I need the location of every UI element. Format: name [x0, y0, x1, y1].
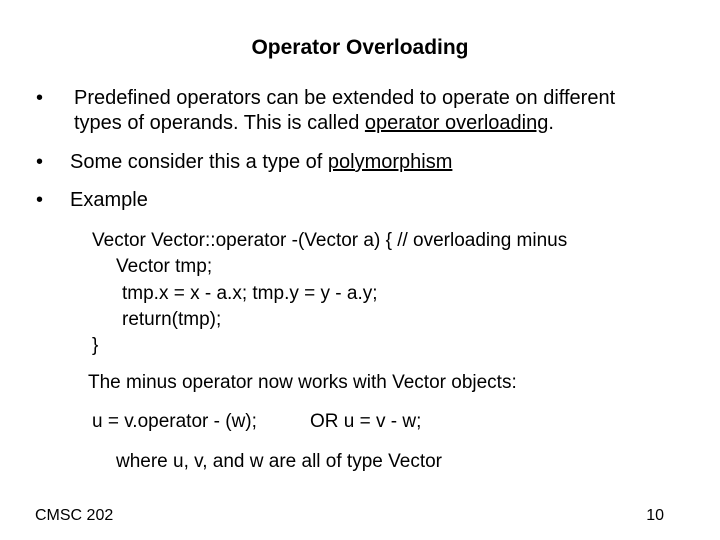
code-line-4: return(tmp); [122, 309, 222, 330]
page-number: 10 [646, 507, 664, 524]
slide-title: Operator Overloading [251, 36, 469, 59]
footer-course: CMSC 202 [35, 507, 114, 524]
usage-explicit: u = v.operator - (w); [92, 411, 257, 432]
bullet-line-2-end: . [548, 112, 554, 134]
bullet-text [74, 86, 615, 136]
bullet-text: Example [70, 189, 148, 211]
bullet-line-1: Predefined operators can be extended to operate on different [74, 87, 616, 109]
polymorphism-term: polymorphism [327, 151, 453, 173]
bullet-text-lead: Some consider this a type of [70, 151, 328, 173]
bullet-line-2 [74, 111, 615, 136]
usage-shorthand: OR u = v - w; [310, 411, 422, 432]
operator-overloading-term: operator overloading [364, 112, 549, 134]
bullet-marker: • [36, 151, 44, 173]
code-line-2: Vector tmp; [116, 256, 213, 277]
bullet-text [70, 150, 452, 175]
code-line-3: tmp.x = x - a.x; tmp.y = y - a.y; [122, 283, 378, 304]
type-note: where u, v, and w are all of type Vector [116, 451, 442, 472]
bullet-marker: • [36, 87, 44, 109]
code-line-1: Vector Vector::operator -(Vector a) { // overloading minus [92, 230, 568, 251]
bullet-line-2-text: types of operands. This is called [74, 112, 365, 134]
bullet-marker: • [36, 189, 44, 211]
code-line-5: } [92, 335, 99, 356]
explanation-text: The minus operator now works with Vector objects: [88, 372, 517, 393]
